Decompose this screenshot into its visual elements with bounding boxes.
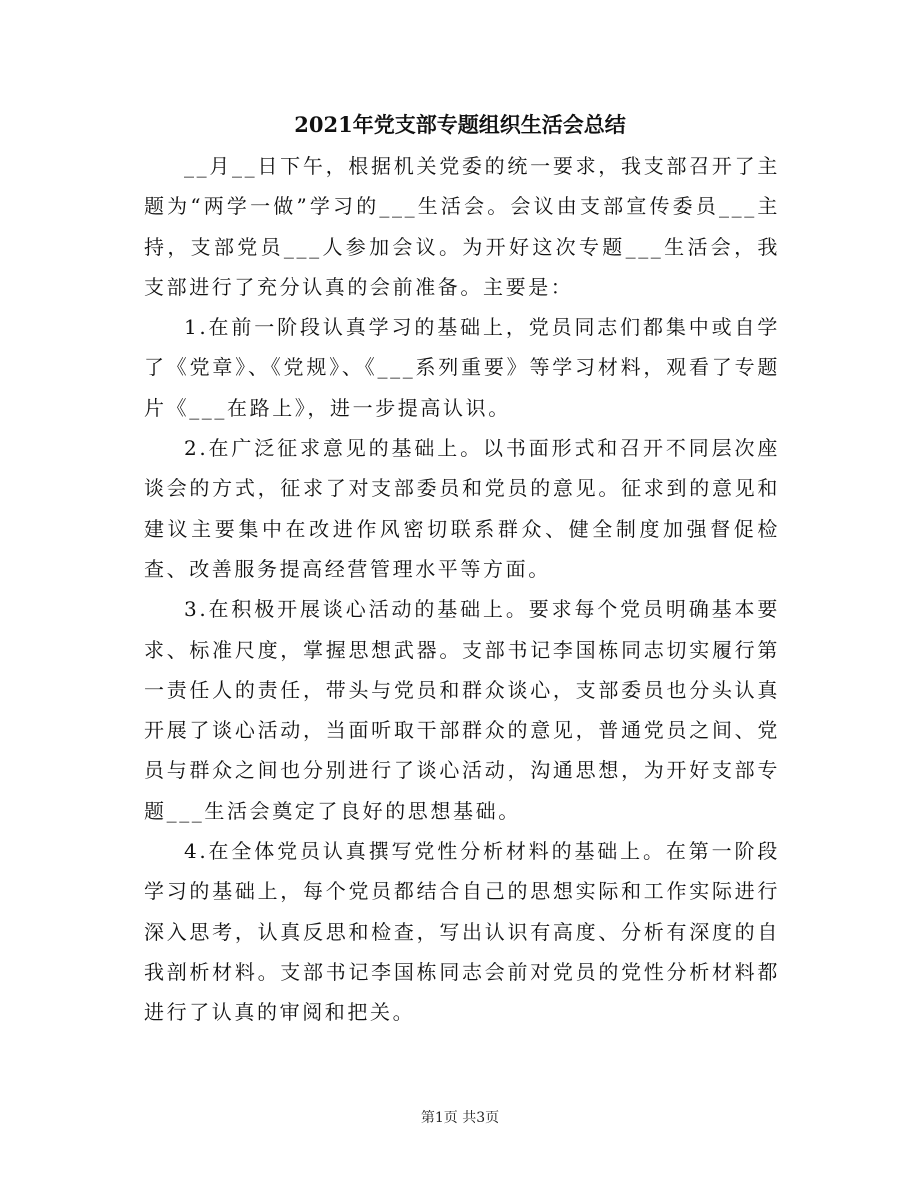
paragraph-item-2: 2.在广泛征求意见的基础上。以书面形式和召开不同层次座谈会的方式，征求了对支部委员和党员的意见。征求到的意见和建议主要集中在改进作风密切联系群众、健全制度加强督促检查、改善服务提高经营管理水平等方面。	[144, 436, 780, 581]
paragraph-item-3: 3.在积极开展谈心活动的基础上。要求每个党员明确基本要求、标准尺度，掌握思想武器。支部书记李国栋同志切实履行第一责任人的责任，带头与党员和群众谈心，支部委员也分头认真开展了谈心活动，当面听取干部群众的意见，普通党员之间、党员与群众之间也分别进行了谈心活动，沟通思想，为开好支部专题___生活会奠定了良好的思想基础。	[144, 597, 780, 823]
paragraph-item-1: 1.在前一阶段认真学习的基础上，党员同志们都集中或自学了《党章》、《党规》、《___系列重要》等学习材料，观看了专题片《___在路上》，进一步提高认识。	[144, 315, 780, 420]
document-title: 2021年党支部专题组织生活会总结	[294, 112, 626, 137]
page-number-footer: 第1页 共3页	[420, 1110, 500, 1126]
paragraph-item-4: 4.在全体党员认真撰写党性分析材料的基础上。在第一阶段学习的基础上，每个党员都结合自己的思想实际和工作实际进行深入思考，认真反思和检查，写出认识有高度、分析有深度的自我剖析材料。支部书记李国栋同志会前对党员的党性分析材料都进行了认真的审阅和把关。	[144, 839, 780, 1025]
document-body	[144, 146, 780, 1033]
paragraph-intro: __月__日下午，根据机关党委的统一要求，我支部召开了主题为“两学一做”学习的___生活会。会议由支部宣传委员___主持，支部党员___人参加会议。为开好这次专题___生活会，我支部进行了充分认真的会前准备。主要是：	[144, 154, 780, 299]
